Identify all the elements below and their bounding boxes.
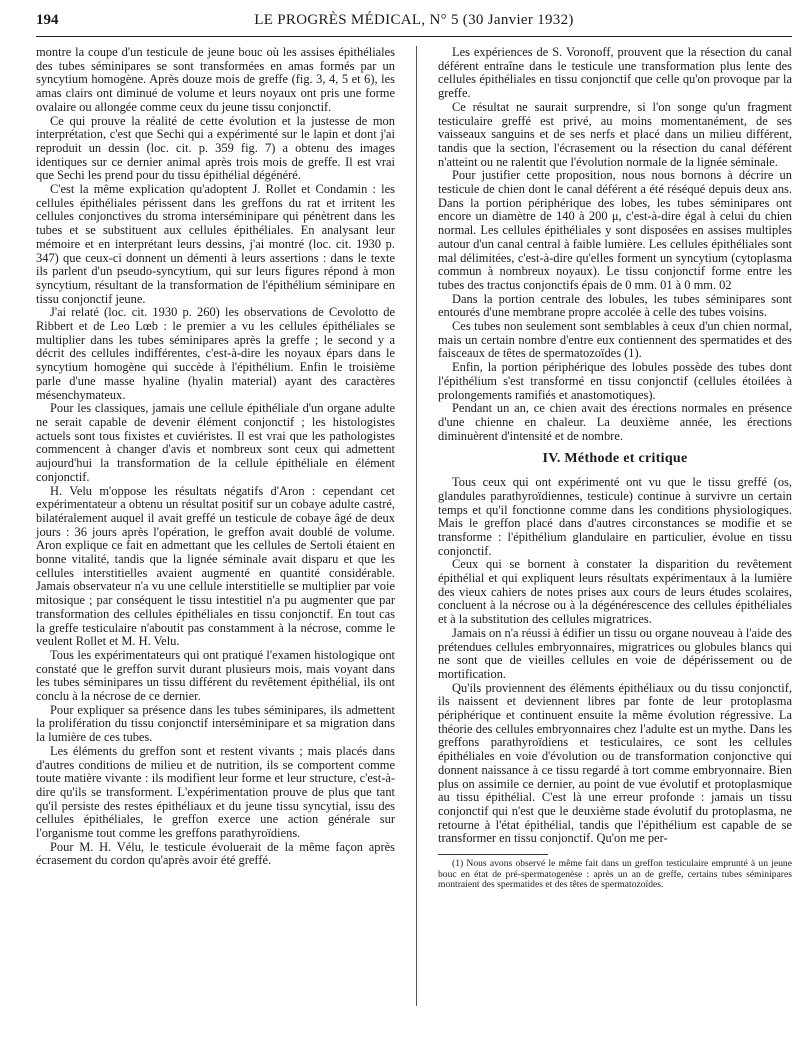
paragraph: Pour les classiques, jamais une cellule épithéliale d'un organe adulte ne serait capable de devenir élément conjonctif ; les histologistes actuels sont tous fixistes et cuviéristes. Il est vrai que les pathologistes commencent à changer d'avis et nombreux sont ceux qui admettent aujourd'hui la transformation de la cellule épithéliale en élément conjonctif. — [36, 401, 395, 484]
footnote-rule — [438, 854, 548, 855]
paragraph: Jamais on n'a réussi à édifier un tissu ou organe nouveau à l'aide des prétendues cellules embryonnaires, migratrices ou globules blancs qui ne sont que de vieilles cellules en voie de dépérissement ou de mortification. — [438, 625, 792, 681]
paragraph: Ce qui prouve la réalité de cette évolution et la justesse de mon interprétation, c'est que Sechi qui a expérimenté sur le lapin et dont j'ai reproduit un dessin (loc. cit. p. 359 fig. 7) a obtenu des images identiques sur ce dernier animal après trois mois de greffe. Il est vrai que Sechi les prend pour du tissu épithélial dégénéré. — [36, 113, 395, 183]
paragraph: C'est la même explication qu'adoptent J. Rollet et Condamin : les cellules épithéliales périssent dans les greffons du rat et irritent les cellules conjonctives du stroma interséminipare qui pénètrent dans les tubes et se substituent aux cellules épithéliales. En analysant leur mémoire et en interprétant leurs dessins, j'ai montré (loc. cit. 1930 p. 347) que ceux-ci donnent un démenti à leurs assertions : dans le texte ils parlent d'un pseudo-syncytium, qui sur leurs figures répond à mon syncytium, résultant de la transformation de l'épithélium séminipare en tissu conjonctif jeune. — [36, 182, 395, 306]
journal-title — [36, 12, 792, 29]
running-header — [36, 12, 792, 34]
paragraph: Ce résultat ne saurait surprendre, si l'on songe qu'un fragment testiculaire greffé est privé, au moins momentanément, de ses vaisseaux sanguins et de ses nerfs et placé dans un milieu différent, tandis que la section, l'écrasement ou la résection du canal déférent n'atteint ou ne ralentit que l'évolution normale de la lignée séminale. — [438, 99, 792, 169]
paragraph: Pour expliquer sa présence dans les tubes séminipares, ils admettent la prolifération du tissu conjonctif interséminipare et sa migration dans la lumière de ces tubes. — [36, 702, 395, 745]
paragraph: H. Velu m'oppose les résultats négatifs d'Aron : cependant cet expérimentateur a obtenu un résultat positif sur un cobaye adulte castré, bilatéralement auquel il avait greffé un testicule de cobaye âgé de deux jours : 36 jours après l'opération, le greffon avait doublé de volume. Aron explique ce fait en admettant que les cellules de Sertoli étaient en bonne vitalité, tandis que la lignée séminale avait disparu et que les cellules interstitielles avaient augmenté en quantité considérable. Jamais observateur n'a vu une cellule interstitielle se multiplier par voie mitosique ; par conséquent le tissu intestitiel n'a pu augmenter que par transformation des cellules épithéliales en tissu conjonctif. En tout cas la greffe testiculaire n'aboutit pas constamment à la nécrose, comme le veulent Rollet et M. H. Velu. — [36, 483, 395, 649]
paragraph: Les expériences de S. Voronoff, prouvent que la résection du canal déférent entraîne dans le testicule une transformation plus lente des cellules épithéliales en tissu conjonctif que celle qu'on provoque par la greffe. — [438, 45, 792, 101]
journal-name: LE PROGRÈS MÉDICAL, — [254, 12, 426, 28]
paragraph: Ceux qui se bornent à constater la disparition du revêtement épithélial et qui expliquent leurs résultats expérimentaux à la lumière des vieux cahiers de notes prises aux cours de leurs études scolaires, concluent à la nécrose ou à la dégénérescence des cellules épithéliales et à la substitution des cellules migratrices. — [438, 557, 792, 627]
section-heading: IV. Méthode et critique — [542, 451, 688, 467]
paragraph: Pendant un an, ce chien avait des érections normales en présence d'une chienne en chaleur. La deuxième année, les érections diminuèrent d'intensité et de nombre. — [438, 401, 792, 443]
paragraph: Qu'ils proviennent des éléments épithéliaux ou du tissu conjonctif, ils naissent et deviennent libres par fonte de leur protoplasma périphérique et continuent ensuite la même évolution régressive. La théorie des cellules embryonnaires chez l'adulte est un mythe. Dans les greffons parathyroïdiens et testiculaires, ce sont les cellules épithéliales en voie d'évolution ou de transformation conjonctive qui donnent naissance à ce tissu regardé à tort comme embryonnaire. Bien plus on assimile ce dernier, au point de vue évolutif et protoplasmique au tissu épithélial. C'est là une erreur profonde : jamais un tissu conjonctif qui n'est que le deuxième stade évolutif du protoplasma, ne retourne à l'état épithélial, tandis que l'épithélium est capable de se transformer en tissu conjonctif. Qu'on me per- — [438, 680, 792, 846]
header-rule — [36, 36, 792, 37]
left-column — [36, 46, 395, 868]
issue-info: N° 5 (30 Janvier 1932) — [429, 12, 574, 28]
footnote: (1) Nous avons observé le même fait dans un greffon testiculaire emprunté à un jeune bouc en état de pré-spermatogenèse : après un an de greffe, certains tubes séminipares montraient des spermatides et des têtes de spermatozoïdes. — [438, 858, 792, 891]
paragraph: Les éléments du greffon sont et restent vivants ; mais placés dans d'autres conditions de milieu et de nutrition, ils se comportent comme toute matière vivante : ils modifient leur forme et leur structure, c'est-à-dire qu'ils se transforment. L'expérimentation prouve de plus que tant qu'il persiste des restes épithéliaux et du jeune tissu syncytial, issu des cellules épithéliales, le greffon exerce une action générale sur l'organisme tout comme les greffons parathyroïdiens. — [36, 743, 395, 841]
right-column — [438, 46, 792, 891]
paragraph: Tous ceux qui ont expérimenté ont vu que le tissu greffé (os, glandules parathyroïdiennes, testicule) continue à survivre un certain temps et qu'il fonctionne comme dans les conditions physiologiques. Mais le greffon placé dans d'autres circonstances se modifie et se transforme : l'épithélium glandulaire en particulier, évolue en tissu conjonctif. — [438, 475, 792, 558]
paragraph: Dans la portion centrale des lobules, les tubes séminipares sont entourés d'une membrane propre accolée à celle des tubes voisins. — [438, 291, 792, 320]
paragraph: Pour M. H. Vélu, le testicule évoluerait de la même façon après écrasement du cordon qu'après avoir été greffé. — [36, 839, 395, 868]
column-divider — [416, 46, 417, 1006]
page-number: 194 — [36, 12, 59, 28]
paragraph: montre la coupe d'un testicule de jeune bouc où les assises épithéliales des tubes séminipares se sont transformées en amas formés par un syncytium homogène. Après douze mois de greffe (fig. 3, 4, 5 et 6), les amas clairs ont diminué de volume et leurs noyaux ont pris une forme ovalaire ou allongée comme ceux du jeune tissu conjonctif. — [36, 45, 395, 114]
paragraph: Ces tubes non seulement sont semblables à ceux d'un chien normal, mais un certain nombre d'entre eux contiennent des spermatides et des faisceaux de têtes de spermatozoïdes (1). — [438, 319, 792, 361]
paragraph: J'ai relaté (loc. cit. 1930 p. 260) les observations de Cevolotto de Ribbert et de Leo Lœb : le premier a vu les cellules épithéliales se multiplier dans les tubes séminipares après la greffe ; le second y a décrit des cellules indifférentes, c'est-à-dire les noyaux épars dans le syncytium homogène qui succède à l'épithélium. Enfin le troisième parle d'une masse hyaline (hyalin material) ayant des caractères mésenchymateux. — [36, 305, 395, 402]
paragraph: Pour justifier cette proposition, nous nous bornons à décrire un testicule de chien dont le canal déférent a été réséqué depuis deux ans. Dans la portion périphérique des lobes, les tubes séminipares ont encore un diamètre de 140 à 200 μ, c'est-à-dire égal à celui du chien normal. Les cellules épithéliales y sont disposées en assises multiples autour d'un canal central à faible lumière. Les cellules épithéliales sont mal délimitées, c'est-à-dire qu'elles forment un syncytium (cytoplasma commun à nombreux noyaux). Le tissu conjonctif forme entre les tubes des tractus conjonctifs épais de 0 mm. 01 à 0 mm. 02 — [438, 168, 792, 292]
paragraph: Tous les expérimentateurs qui ont pratiqué l'examen histologique ont constaté que le greffon survit durant plusieurs mois, mais voyant dans les tubes séminipares un tissu différent du revêtement épithélial, ils ont conclu à la nécrose de ce dernier. — [36, 647, 395, 704]
paragraph: Enfin, la portion périphérique des lobules possède des tubes dont l'épithélium s'est transformé en tissu conjonctif (cellules étoilées à prolongements ramifiés et anastomotiques). — [438, 360, 792, 402]
